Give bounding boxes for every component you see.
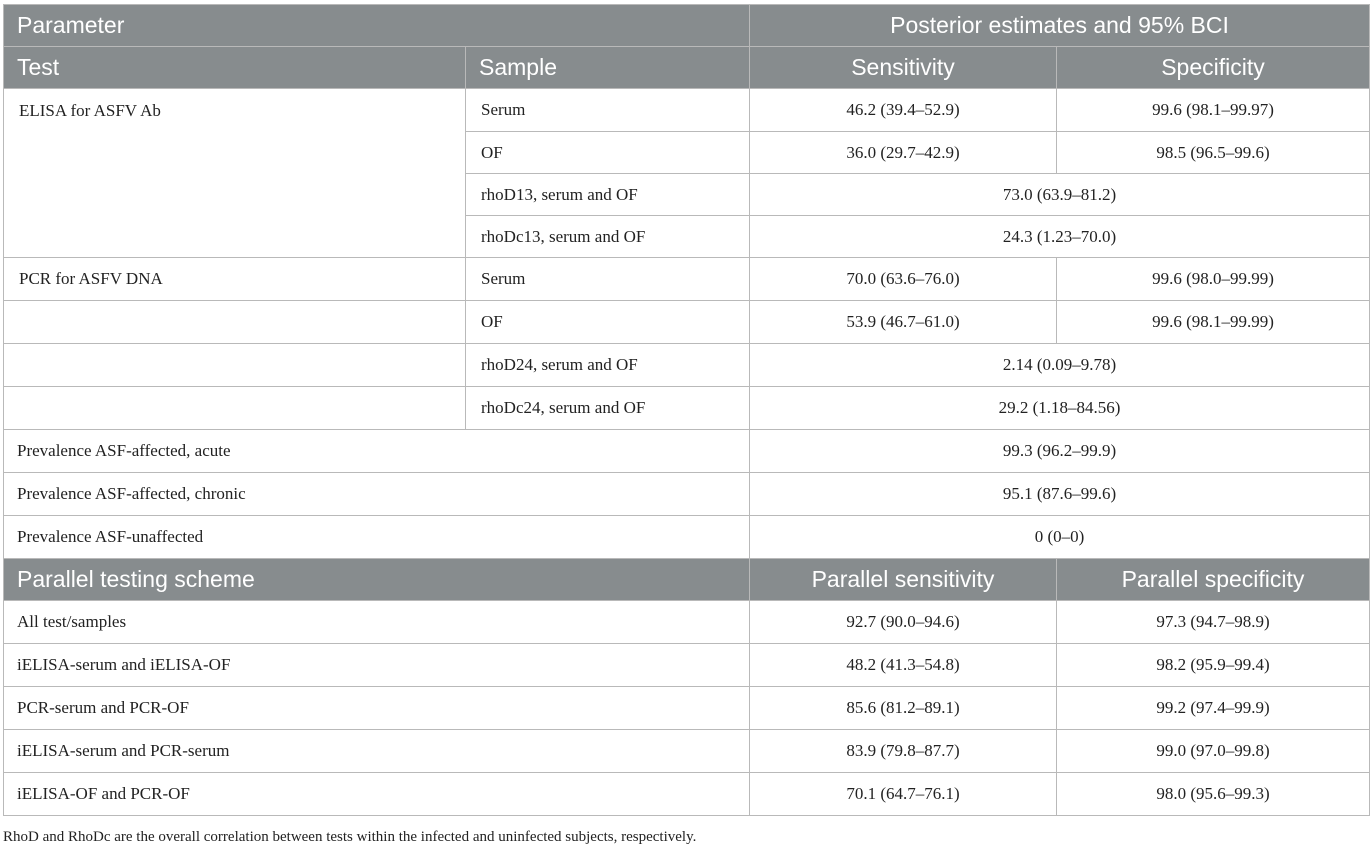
correlation-cell: 2.14 (0.09–9.78) xyxy=(750,344,1370,387)
parallel-sensitivity-cell: 83.9 (79.8–87.7) xyxy=(750,730,1057,773)
specificity-cell: 99.6 (98.1–99.97) xyxy=(1057,89,1370,132)
prevalence-label: Prevalence ASF-affected, acute xyxy=(4,430,750,473)
prevalence-label: Prevalence ASF-unaffected xyxy=(4,516,750,559)
table-row xyxy=(4,89,1370,132)
sample-cell: OF xyxy=(466,132,750,174)
sensitivity-cell: 53.9 (46.7–61.0) xyxy=(750,301,1057,344)
sensitivity-cell: 46.2 (39.4–52.9) xyxy=(750,89,1057,132)
table-row xyxy=(4,601,1370,644)
test-pcr: PCR for ASFV DNA xyxy=(4,258,466,301)
parallel-header-row xyxy=(4,559,1370,601)
sensitivity-cell: 70.0 (63.6–76.0) xyxy=(750,258,1057,301)
parallel-sensitivity-cell: 85.6 (81.2–89.1) xyxy=(750,687,1057,730)
scheme-cell: All test/samples xyxy=(4,601,750,644)
parallel-sensitivity-cell: 70.1 (64.7–76.1) xyxy=(750,773,1057,816)
scheme-cell: PCR-serum and PCR-OF xyxy=(4,687,750,730)
header-sample: Sample xyxy=(466,47,750,89)
empty-cell xyxy=(4,301,466,344)
table-row xyxy=(4,430,1370,473)
sample-cell: Serum xyxy=(466,258,750,301)
header-parameter: Parameter xyxy=(4,5,750,47)
empty-cell xyxy=(4,387,466,430)
header-specificity: Specificity xyxy=(1057,47,1370,89)
sample-cell: Serum xyxy=(466,89,750,132)
test-elisa: ELISA for ASFV Ab xyxy=(4,89,466,258)
sample-cell: rhoDc24, serum and OF xyxy=(466,387,750,430)
specificity-cell: 99.6 (98.1–99.99) xyxy=(1057,301,1370,344)
table-row xyxy=(4,387,1370,430)
scheme-cell: iELISA-serum and iELISA-OF xyxy=(4,644,750,687)
correlation-cell: 29.2 (1.18–84.56) xyxy=(750,387,1370,430)
prevalence-value: 95.1 (87.6–99.6) xyxy=(750,473,1370,516)
header-row-1 xyxy=(4,5,1370,47)
results-table xyxy=(3,4,1370,816)
table-footnote: RhoD and RhoDc are the overall correlation between tests within the infected and uninfected subjects, respectively. xyxy=(3,829,697,845)
header-parallel-specificity: Parallel specificity xyxy=(1057,559,1370,601)
parallel-specificity-cell: 99.0 (97.0–99.8) xyxy=(1057,730,1370,773)
parallel-specificity-cell: 98.0 (95.6–99.3) xyxy=(1057,773,1370,816)
sample-cell: OF xyxy=(466,301,750,344)
correlation-cell: 24.3 (1.23–70.0) xyxy=(750,216,1370,258)
table-row xyxy=(4,730,1370,773)
parallel-specificity-cell: 97.3 (94.7–98.9) xyxy=(1057,601,1370,644)
header-parallel-scheme: Parallel testing scheme xyxy=(4,559,750,601)
scheme-cell: iELISA-OF and PCR-OF xyxy=(4,773,750,816)
header-posterior: Posterior estimates and 95% BCI xyxy=(750,5,1370,47)
header-test: Test xyxy=(4,47,466,89)
header-row-2 xyxy=(4,47,1370,89)
prevalence-value: 99.3 (96.2–99.9) xyxy=(750,430,1370,473)
table-row xyxy=(4,344,1370,387)
parallel-specificity-cell: 98.2 (95.9–99.4) xyxy=(1057,644,1370,687)
prevalence-label: Prevalence ASF-affected, chronic xyxy=(4,473,750,516)
sensitivity-cell: 36.0 (29.7–42.9) xyxy=(750,132,1057,174)
table-row xyxy=(4,687,1370,730)
prevalence-value: 0 (0–0) xyxy=(750,516,1370,559)
correlation-cell: 73.0 (63.9–81.2) xyxy=(750,174,1370,216)
table-row xyxy=(4,516,1370,559)
header-sensitivity: Sensitivity xyxy=(750,47,1057,89)
table-row xyxy=(4,773,1370,816)
specificity-cell: 99.6 (98.0–99.99) xyxy=(1057,258,1370,301)
table-row xyxy=(4,258,1370,301)
parallel-specificity-cell: 99.2 (97.4–99.9) xyxy=(1057,687,1370,730)
empty-cell xyxy=(4,344,466,387)
parallel-sensitivity-cell: 48.2 (41.3–54.8) xyxy=(750,644,1057,687)
table-row xyxy=(4,473,1370,516)
header-parallel-sensitivity: Parallel sensitivity xyxy=(750,559,1057,601)
sample-cell: rhoD24, serum and OF xyxy=(466,344,750,387)
parallel-sensitivity-cell: 92.7 (90.0–94.6) xyxy=(750,601,1057,644)
table-row xyxy=(4,644,1370,687)
scheme-cell: iELISA-serum and PCR-serum xyxy=(4,730,750,773)
specificity-cell: 98.5 (96.5–99.6) xyxy=(1057,132,1370,174)
sample-cell: rhoD13, serum and OF xyxy=(466,174,750,216)
sample-cell: rhoDc13, serum and OF xyxy=(466,216,750,258)
table-row xyxy=(4,301,1370,344)
